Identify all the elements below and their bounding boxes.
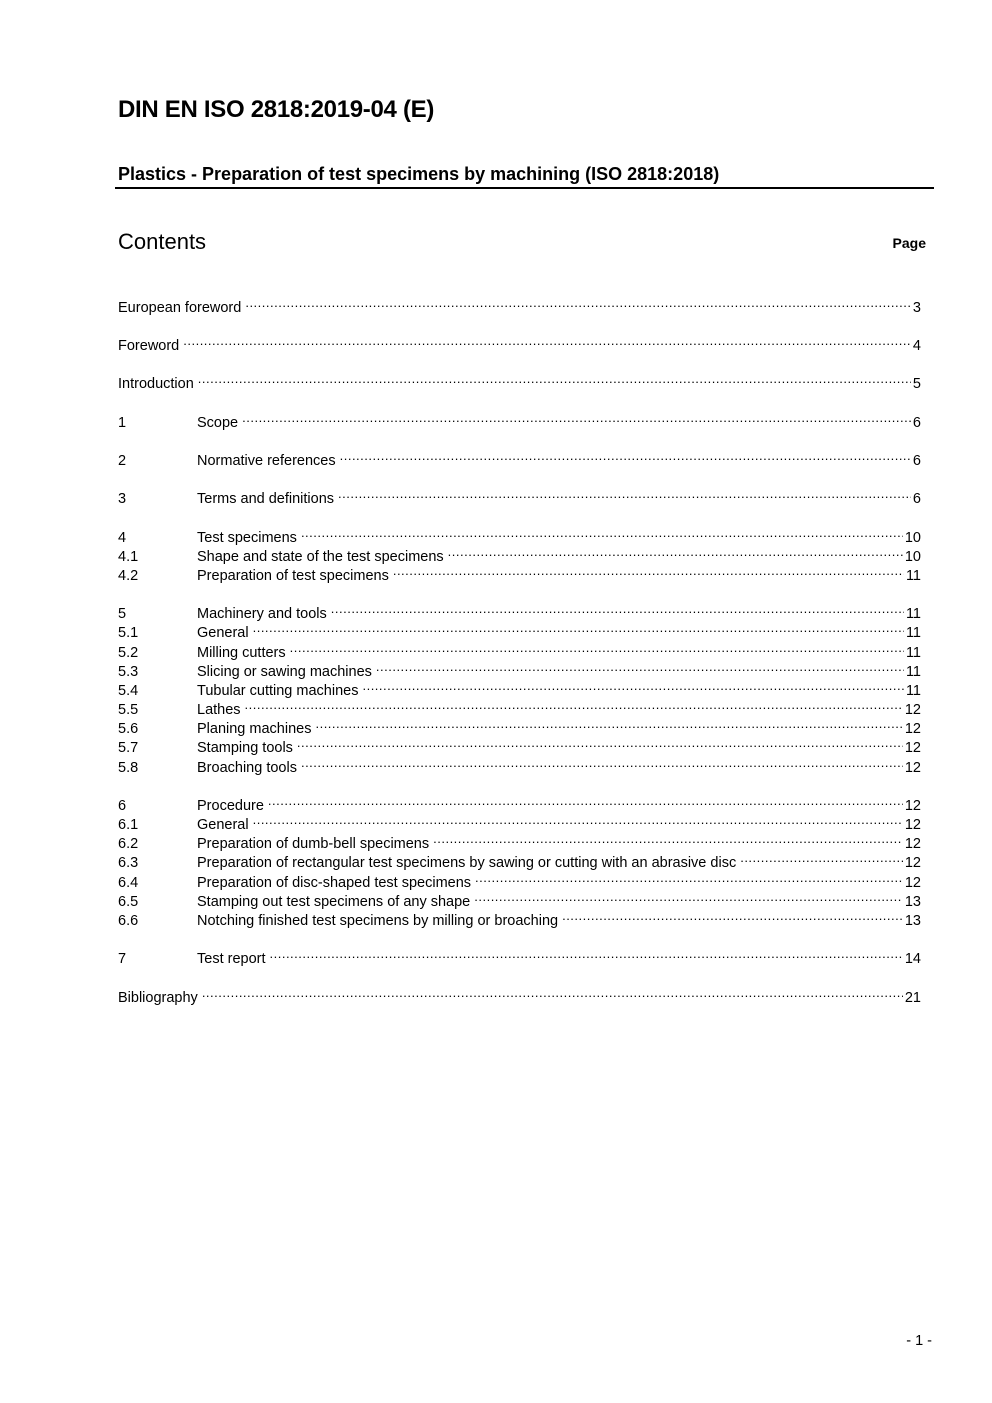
toc-entry-title: General — [197, 625, 249, 641]
toc-entry-title: Preparation of rectangular test specimens by sawing or cutting with an abrasive disc — [197, 855, 737, 871]
toc-dot-leader — [198, 369, 911, 388]
footer-page-number: - 1 - — [906, 1333, 932, 1349]
toc-entry-title: Foreword — [118, 338, 180, 354]
toc-entry-page: 21 — [904, 990, 921, 1006]
toc-entry-title: Lathes — [197, 702, 241, 718]
toc-dot-leader — [301, 523, 903, 542]
toc-entry-bibliography[interactable] — [118, 983, 921, 1006]
toc-dot-leader — [297, 733, 903, 752]
toc-entry-number: 5.6 — [118, 721, 139, 737]
toc-entry-page: 12 — [904, 836, 921, 852]
toc-dot-leader — [301, 753, 903, 772]
toc-entry-title: Milling cutters — [197, 645, 286, 661]
toc-entry-5-6[interactable] — [118, 714, 921, 737]
toc-dot-leader — [474, 887, 903, 906]
toc-dot-leader — [362, 676, 903, 695]
toc-entry-title: Terms and definitions — [197, 491, 335, 507]
toc-entry-introduction[interactable] — [118, 369, 921, 392]
page-column-label: Page — [892, 235, 926, 251]
toc-entry-number: 4.1 — [118, 549, 139, 565]
toc-entry-foreword[interactable] — [118, 331, 921, 354]
toc-entry-page: 11 — [905, 625, 921, 641]
toc-dot-leader — [253, 618, 904, 637]
document-subtitle: Plastics - Preparation of test specimens by machining (ISO 2818:2018) — [118, 164, 720, 184]
toc-entry-number: 6.6 — [118, 913, 139, 929]
toc-entry-number: 4 — [118, 530, 127, 546]
toc-dot-leader — [245, 695, 903, 714]
toc-entry-title: European foreword — [118, 300, 242, 316]
toc-dot-leader — [393, 561, 904, 580]
toc-entry-number: 5.8 — [118, 760, 139, 776]
toc-entry-page: 10 — [904, 530, 921, 546]
toc-entry-page: 12 — [904, 740, 921, 756]
toc-entry-page: 12 — [904, 798, 921, 814]
toc-entry-page: 12 — [904, 760, 921, 776]
toc-entry-number: 5.4 — [118, 683, 139, 699]
toc-entry-number: 4.2 — [118, 568, 139, 584]
toc-entry-european-foreword[interactable] — [118, 293, 921, 316]
toc-entry-number: 5.3 — [118, 664, 139, 680]
toc-entry-1[interactable] — [118, 408, 921, 431]
toc-dot-leader — [245, 293, 911, 312]
toc-entry-4-1[interactable] — [118, 542, 921, 565]
toc-entry-6-5[interactable] — [118, 887, 921, 910]
toc-dot-leader — [290, 638, 904, 657]
toc-entry-5-1[interactable] — [118, 618, 921, 641]
toc-entry-title: Preparation of dumb-bell specimens — [197, 836, 430, 852]
toc-entry-4[interactable] — [118, 523, 921, 546]
toc-dot-leader — [270, 944, 903, 963]
toc-entry-title: Introduction — [118, 376, 194, 392]
toc-entry-number: 7 — [118, 951, 127, 967]
toc-entry-title: Procedure — [197, 798, 264, 814]
toc-entry-page: 12 — [904, 702, 921, 718]
toc-dot-leader — [338, 484, 911, 503]
toc-entry-number: 6.1 — [118, 817, 139, 833]
toc-entry-6-3[interactable] — [118, 848, 921, 871]
toc-entry-page: 4 — [912, 338, 921, 354]
toc-entry-2[interactable] — [118, 446, 921, 469]
toc-dot-leader — [268, 791, 903, 810]
toc-entry-5-4[interactable] — [118, 676, 921, 699]
toc-entry-page: 14 — [904, 951, 921, 967]
toc-entry-number: 6 — [118, 798, 127, 814]
toc-dot-leader — [448, 542, 903, 561]
toc-entry-page: 10 — [904, 549, 921, 565]
toc-entry-5-7[interactable] — [118, 733, 921, 756]
toc-entry-number: 6.3 — [118, 855, 139, 871]
toc-entry-page: 11 — [905, 645, 921, 661]
toc-entry-page: 12 — [904, 721, 921, 737]
toc-entry-page: 6 — [912, 491, 921, 507]
toc-entry-page: 11 — [905, 606, 921, 622]
toc-dot-leader — [562, 906, 903, 925]
toc-dot-leader — [475, 868, 903, 887]
toc-entry-number: 6.2 — [118, 836, 139, 852]
toc-dot-leader — [183, 331, 911, 350]
document-id: DIN EN ISO 2818:2019-04 (E) — [118, 96, 435, 123]
toc-entry-number: 5.1 — [118, 625, 139, 641]
toc-entry-page: 13 — [904, 913, 921, 929]
toc-entry-title: Planing machines — [197, 721, 312, 737]
toc-entry-4-2[interactable] — [118, 561, 921, 584]
toc-entry-number: 6.5 — [118, 894, 139, 910]
toc-entry-5[interactable] — [118, 599, 921, 622]
toc-entry-number: 6.4 — [118, 875, 139, 891]
toc-entry-title: Stamping tools — [197, 740, 293, 756]
table-of-contents — [118, 0, 921, 1403]
toc-entry-title: Tubular cutting machines — [197, 683, 359, 699]
toc-entry-5-2[interactable] — [118, 638, 921, 661]
toc-entry-3[interactable] — [118, 484, 921, 507]
toc-entry-page: 12 — [904, 875, 921, 891]
toc-entry-page: 11 — [905, 664, 921, 680]
toc-entry-page: 12 — [904, 855, 921, 871]
toc-dot-leader — [202, 983, 903, 1002]
toc-entry-title: Preparation of disc-shaped test specimens — [197, 875, 472, 891]
toc-entry-number: 1 — [118, 415, 127, 431]
toc-entry-page: 13 — [904, 894, 921, 910]
toc-entry-page: 6 — [912, 453, 921, 469]
toc-entry-page: 12 — [904, 817, 921, 833]
toc-entry-page: 3 — [912, 300, 921, 316]
toc-entry-title: Broaching tools — [197, 760, 297, 776]
contents-heading: Contents — [118, 229, 207, 254]
toc-entry-page: 6 — [912, 415, 921, 431]
toc-entry-5-3[interactable] — [118, 657, 921, 680]
toc-entry-title: Test report — [197, 951, 266, 967]
toc-entry-title: Machinery and tools — [197, 606, 327, 622]
toc-dot-leader — [376, 657, 904, 676]
toc-entry-title: Normative references — [197, 453, 336, 469]
toc-dot-leader — [253, 810, 903, 829]
toc-entry-title: General — [197, 817, 249, 833]
toc-entry-number: 2 — [118, 453, 127, 469]
toc-entry-number: 5 — [118, 606, 127, 622]
toc-entry-number: 5.5 — [118, 702, 139, 718]
toc-entry-title: Notching finished test specimens by milling or broaching — [197, 913, 559, 929]
toc-entry-6-4[interactable] — [118, 868, 921, 891]
toc-entry-title: Test specimens — [197, 530, 297, 546]
toc-entry-title: Bibliography — [118, 990, 198, 1006]
toc-dot-leader — [315, 714, 902, 733]
toc-entry-6-1[interactable] — [118, 810, 921, 833]
toc-entry-6-6[interactable] — [118, 906, 921, 929]
toc-dot-leader — [331, 599, 904, 618]
toc-dot-leader — [433, 829, 903, 848]
toc-entry-number: 5.2 — [118, 645, 139, 661]
toc-entry-title: Shape and state of the test specimens — [197, 549, 444, 565]
toc-entry-page: 11 — [905, 568, 921, 584]
toc-entry-number: 3 — [118, 491, 127, 507]
toc-dot-leader — [340, 446, 911, 465]
toc-entry-title: Preparation of test specimens — [197, 568, 389, 584]
toc-entry-title: Slicing or sawing machines — [197, 664, 372, 680]
toc-entry-title: Scope — [197, 415, 239, 431]
toc-entry-title: Stamping out test specimens of any shape — [197, 894, 471, 910]
toc-entry-5-8[interactable] — [118, 753, 921, 776]
toc-entry-7[interactable] — [118, 944, 921, 967]
toc-entry-6[interactable] — [118, 791, 921, 814]
toc-entry-6-2[interactable] — [118, 829, 921, 852]
toc-entry-page: 11 — [905, 683, 921, 699]
toc-dot-leader — [740, 848, 903, 867]
toc-entry-5-5[interactable] — [118, 695, 921, 718]
toc-entry-page: 5 — [912, 376, 921, 392]
toc-entry-number: 5.7 — [118, 740, 139, 756]
toc-dot-leader — [242, 408, 911, 427]
